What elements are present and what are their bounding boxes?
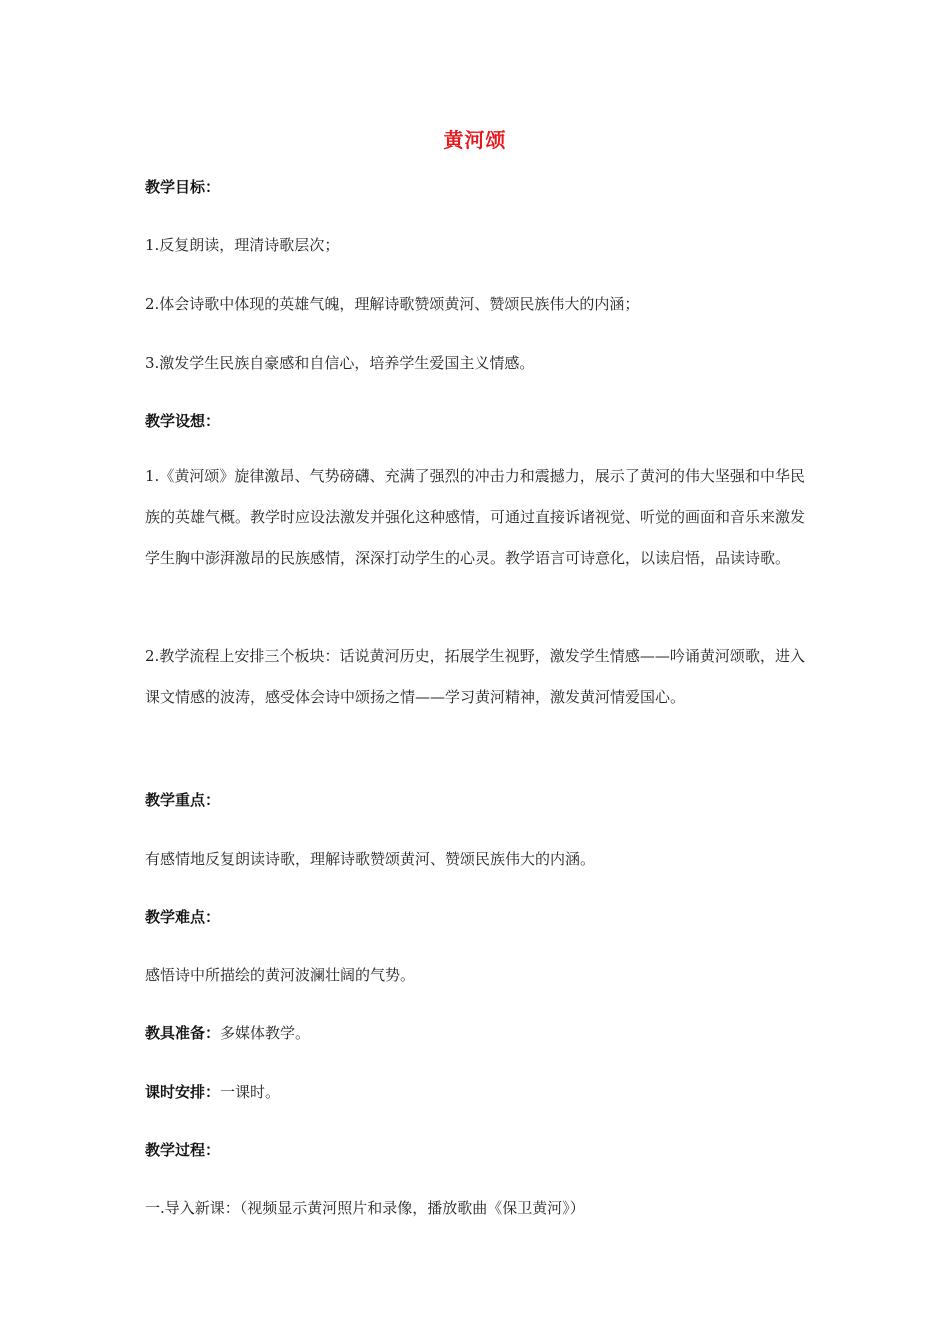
process-heading: 教学过程：: [145, 1141, 221, 1159]
schedule-value: 一课时。: [220, 1083, 281, 1101]
schedule-label: 课时安排：: [145, 1083, 221, 1101]
key-points-heading: 教学重点：: [145, 791, 221, 809]
difficulties-heading: 教学难点：: [145, 908, 221, 926]
design-paragraph-2: 2.教学流程上安排三个板块：话说黄河历史，拓展学生视野，激发学生情感——吟诵黄河颂歌，进入课文情感的波涛，感受体会诗中颂扬之情——学习黄河精神，激发黄河情爱国心。: [145, 647, 805, 706]
objectives-heading: 教学目标：: [145, 178, 221, 196]
difficulties-text: 感悟诗中所描绘的黄河波澜壮阔的气势。: [145, 966, 416, 984]
objective-item-2: 2.体会诗歌中体现的英雄气魄，理解诗歌赞颂黄河、赞颂民族伟大的内涵；: [145, 295, 640, 313]
tools-label: 教具准备：: [145, 1024, 221, 1042]
schedule-row: [145, 1081, 280, 1102]
objective-item-1: 1.反复朗读，理清诗歌层次；: [145, 236, 340, 254]
document-title: 黄河颂: [443, 128, 507, 152]
tools-value: 多媒体教学。: [220, 1024, 311, 1042]
key-points-text: 有感情地反复朗读诗歌，理解诗歌赞颂黄河、赞颂民族伟大的内涵。: [145, 850, 596, 868]
tools-row: [145, 1022, 310, 1043]
objective-item-3: 3.激发学生民族自豪感和自信心，培养学生爱国主义情感。: [145, 354, 535, 372]
design-heading: 教学设想：: [145, 412, 221, 430]
process-step-1: 一.导入新课：（视频显示黄河照片和录像，播放歌曲《保卫黄河》）: [145, 1199, 585, 1217]
design-paragraph-1: 1.《黄河颂》旋律激昂、气势磅礴、充满了强烈的冲击力和震撼力，展示了黄河的伟大坚强和中华民族的英雄气概。教学时应设法激发并强化这种感情，可通过直接诉诸视觉、听觉的画面和音乐来激发学生胸中澎湃激昂的民族感情，深深打动学生的心灵。教学语言可诗意化，以读启悟，品读诗歌。: [145, 467, 806, 567]
